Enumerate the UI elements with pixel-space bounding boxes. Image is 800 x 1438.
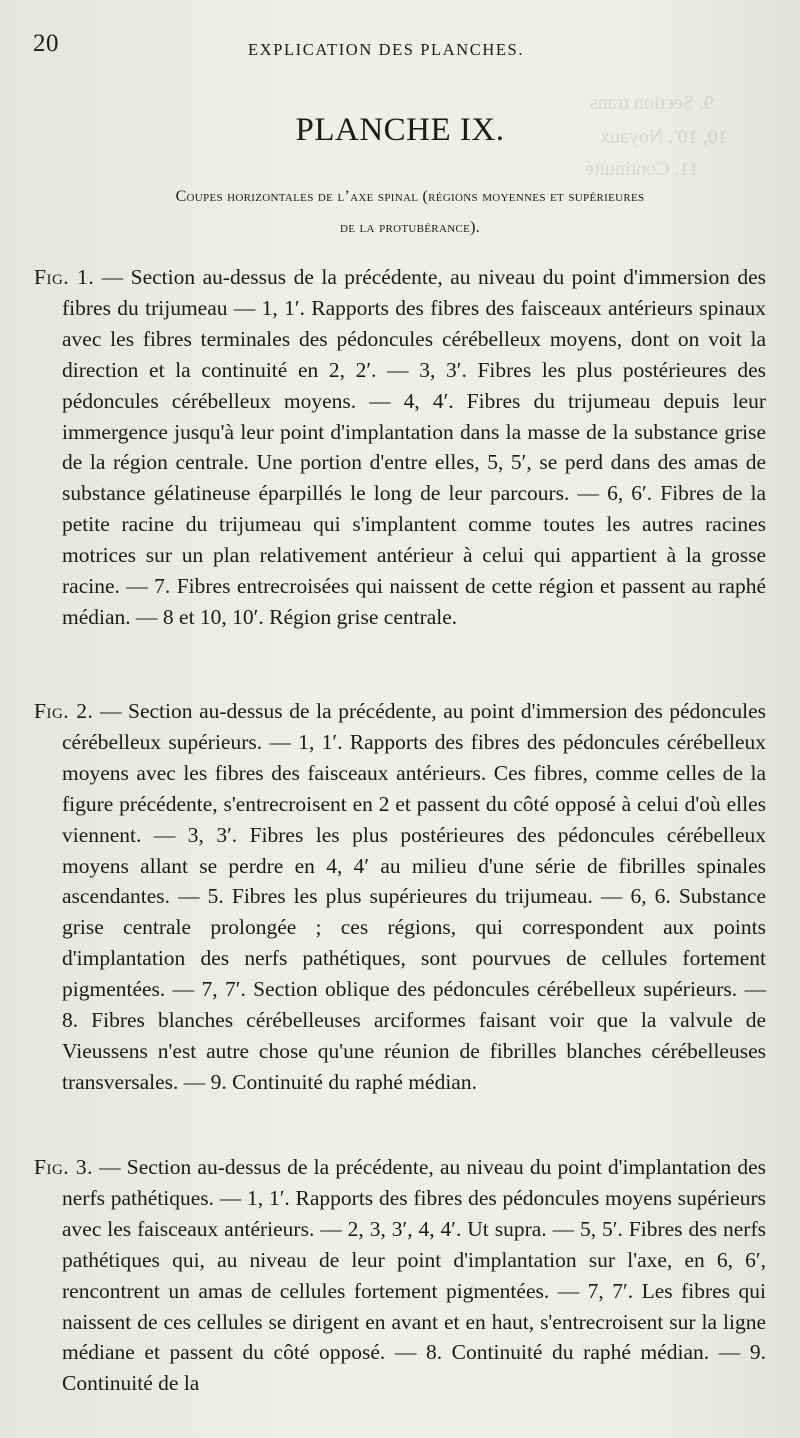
figure-1-description <box>34 262 766 633</box>
plate-subtitle-line: Coupes horizontales de l’axe spinal (régions moyennes et supérieures <box>175 188 645 205</box>
figure-text: — Section au-dessus de la précédente, au niveau du point d'implantation des nerfs pathétiques. — 1, 1′. Rapports des fibres des pédoncules moyens supérieurs avec les faisceaux antérieurs. — 2, 3, 3′, 4, 4′. Ut supra. — 5, 5′. Fibres des nerfs pathétiques qui, au niveau de leur point d'implantation sur l'axe, en 6, 6′, rencontrent un amas de cellules fortement pigmentées. — 7, 7′. Les fibres qui naissent de ces cellules se dirigent en avant et en haut, s'entrecroisent sur la ligne médiane et passent du côté opposé. — 8. Continuité du raphé médian. — 9. Continuité de la <box>62 1155 767 1396</box>
figure-paragraph <box>34 1152 766 1399</box>
show-through-text: 11. Continuité <box>585 158 699 180</box>
figure-paragraph <box>34 262 766 633</box>
plate-subtitle-line: de la protubérance). <box>339 219 481 236</box>
figure-label: Fig. 2. <box>34 699 94 723</box>
show-through-text: 9. Section trans <box>590 92 714 114</box>
show-through-text: 10, 10′. Noyaux <box>600 126 728 148</box>
figure-text: — Section au-dessus de la précédente, au niveau du point d'immersion des fibres du trijumeau — 1, 1′. Rapports des fibres des faisceaux antérieurs spinaux avec les fibres terminales des pédoncules cérébelleux moyens, dont on voit la direction et la continuité en 2, 2′. — 3, 3′. Fibres les plus postérieures des pédoncules cérébelleux moyens. — 4, 4′. Fibres du trijumeau depuis leur immergence jusqu'à leur point d'implantation dans la masse de la substance grise de la région centrale. Une portion d'entre elles, 5, 5′, se perd dans des amas de substance gélatineuse éparpillés le long de leur parcours. — 6, 6′. Fibres de la petite racine du trijumeau qui s'implantent comme toutes les autres racines motrices sur un plan relativement antérieur à celui qui appartient à la grosse racine. — 7. Fibres entrecroisées qui naissent de cette région et passent au raphé médian. — 8 et 10, 10′. Région grise centrale. <box>62 265 766 629</box>
plate-subtitle <box>60 181 760 243</box>
figure-paragraph <box>34 696 766 1098</box>
figure-2-description <box>34 696 766 1098</box>
plate-title: PLANCHE IX. <box>295 112 505 148</box>
figure-label: Fig. 1. <box>34 265 95 289</box>
figure-text: — Section au-dessus de la précédente, au point d'immersion des pédoncules cérébelleux supérieurs. — 1, 1′. Rapports des fibres des pédoncules cérébelleux moyens avec les fibres des faisceaux antérieurs. Ces fibres, comme celles de la figure précédente, s'entrecroisent en 2 et passent du côté opposé à celui d'où elles viennent. — 3, 3′. Fibres les plus postérieures des pédoncules cérébelleux moyens allant se perdre en 4, 4′ au milieu d'une série de fibrilles spinales ascendantes. — 5. Fibres les plus supérieures du trijumeau. — 6, 6. Substance grise centrale prolongée ; ces régions, qui correspondent aux points d'implantation des nerfs pathétiques, sont pourvues de cellules fortement pigmentées. — 7, 7′. Section oblique des pédoncules cérébelleux supérieurs. — 8. Fibres blanches cérébelleuses arciformes faisant voir que la valvule de Vieussens n'est autre chose qu'une réunion de fibrilles blanches cérébelleuses transversales. — 9. Continuité du raphé médian. <box>62 699 766 1094</box>
figure-3-description <box>34 1152 766 1399</box>
page-number: 20 <box>33 30 59 57</box>
running-title: EXPLICATION DES PLANCHES. <box>248 40 525 59</box>
figure-label: Fig. 3. <box>34 1155 93 1179</box>
